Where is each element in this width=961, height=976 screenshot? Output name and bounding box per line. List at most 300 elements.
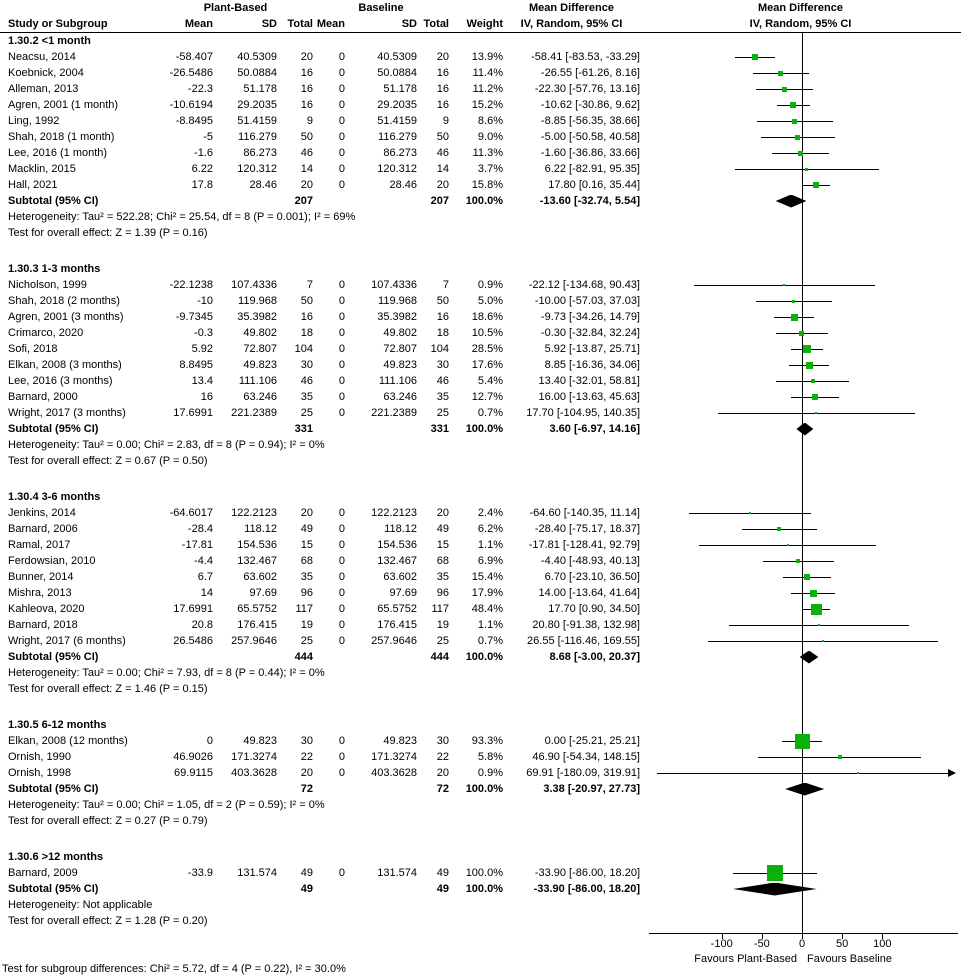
subtotal-diamond	[785, 783, 824, 796]
subtotal-weight: 100.0%	[465, 651, 503, 663]
baseline-total: 20	[436, 51, 449, 63]
baseline-mean: 0	[338, 571, 345, 583]
study-weight: 48.4%	[471, 603, 503, 615]
plot-cell	[640, 49, 961, 65]
effect-marker	[795, 135, 800, 140]
plant-mean: -64.6017	[169, 507, 213, 519]
baseline-mean: 0	[338, 587, 345, 599]
baseline-sd: 40.5309	[377, 51, 417, 63]
effect-marker	[790, 102, 796, 108]
baseline-sd: 51.4159	[377, 115, 417, 127]
study-weight: 2.4%	[477, 507, 503, 519]
study-row	[0, 601, 961, 617]
header-columns-row	[0, 16, 961, 32]
study-row	[0, 161, 961, 177]
study-ci-text: 16.00 [-13.63, 45.63]	[538, 391, 640, 403]
study-weight: 5.0%	[477, 295, 503, 307]
baseline-mean: 0	[338, 327, 345, 339]
baseline-mean: 0	[338, 359, 345, 371]
baseline-total: 50	[436, 131, 449, 143]
baseline-sd: 122.2123	[371, 507, 417, 519]
plot-cell	[640, 881, 961, 897]
baseline-sd: 86.273	[383, 147, 417, 159]
baseline-total: 30	[436, 359, 449, 371]
baseline-sd: 49.802	[383, 327, 417, 339]
plant-sd: 29.2035	[237, 99, 277, 111]
header-group-row	[0, 0, 961, 16]
study-weight: 100.0%	[465, 867, 503, 879]
study-row	[0, 277, 961, 293]
baseline-mean: 0	[338, 391, 345, 403]
plant-sd: 107.4336	[231, 279, 277, 291]
baseline-sd: 49.823	[383, 359, 417, 371]
plant-sd: 63.602	[243, 571, 277, 583]
subtotal-total: 444	[294, 651, 313, 663]
effect-marker	[812, 394, 818, 400]
plant-mean: -22.3	[187, 83, 213, 95]
study-label: Barnard, 2018	[8, 619, 78, 631]
baseline-sd: 107.4336	[371, 279, 417, 291]
plot-cell	[640, 81, 961, 97]
baseline-total: 20	[436, 767, 449, 779]
effect-marker	[838, 755, 842, 759]
plot-cell	[640, 633, 961, 649]
study-label: Nicholson, 1999	[8, 279, 87, 291]
plot-cell	[640, 325, 961, 341]
plant-mean: -33.9	[187, 867, 213, 879]
subtotal-weight: 100.0%	[465, 783, 503, 795]
note-row	[0, 913, 961, 929]
group-spacer	[0, 829, 961, 849]
subtotal-diamond	[800, 651, 819, 664]
study-row	[0, 521, 961, 537]
plant-total: 20	[300, 507, 313, 519]
group-title: 1.30.3 1-3 months	[8, 263, 101, 275]
plot-cell	[640, 65, 961, 81]
axis-line	[649, 933, 958, 934]
plant-sd: 171.3274	[231, 751, 277, 763]
study-row	[0, 765, 961, 781]
effect-marker	[752, 54, 758, 60]
plot-cell	[640, 585, 961, 601]
forest-rows	[0, 33, 961, 929]
study-ci-text: -9.73 [-34.26, 14.79]	[540, 311, 640, 323]
plant-total: 30	[300, 359, 313, 371]
plant-sd: 86.273	[243, 147, 277, 159]
study-label: Wright, 2017 (6 months)	[8, 635, 126, 647]
study-weight: 12.7%	[471, 391, 503, 403]
baseline-total: 68	[436, 555, 449, 567]
baseline-group-header: Baseline	[358, 2, 404, 14]
study-label: Agren, 2001 (1 month)	[8, 99, 119, 111]
plant-sd: 40.5309	[237, 51, 277, 63]
baseline-sd: 176.415	[377, 619, 417, 631]
study-row	[0, 617, 961, 633]
baseline-total: 30	[436, 735, 449, 747]
plot-cell	[640, 553, 961, 569]
note-text: Heterogeneity: Tau² = 522.28; Chi² = 25.54, df = 8 (P = 0.001); I² = 69%	[8, 211, 356, 223]
md-plot-title: Mean Difference	[758, 2, 843, 14]
study-label: Barnard, 2009	[8, 867, 78, 879]
study-label: Mishra, 2013	[8, 587, 72, 599]
study-weight: 0.7%	[477, 407, 503, 419]
study-row	[0, 389, 961, 405]
subtotal-row	[0, 881, 961, 897]
study-weight: 28.5%	[471, 343, 503, 355]
note-text: Heterogeneity: Tau² = 0.00; Chi² = 7.93, df = 8 (P = 0.44); I² = 0%	[8, 667, 325, 679]
plot-cell	[640, 569, 961, 585]
plant-mean: 6.7	[197, 571, 213, 583]
study-label: Hall, 2021	[8, 179, 58, 191]
baseline-total: 46	[436, 147, 449, 159]
baseline-sd: 63.602	[383, 571, 417, 583]
effect-marker	[778, 71, 783, 76]
study-label: Barnard, 2000	[8, 391, 78, 403]
study-weight: 1.1%	[477, 539, 503, 551]
study-label: Koebnick, 2004	[8, 67, 84, 79]
baseline-sd: 50.0884	[377, 67, 417, 79]
study-label: Macklin, 2015	[8, 163, 76, 175]
effect-marker	[799, 331, 804, 336]
plant-total: 7	[306, 279, 313, 291]
baseline-total: 20	[436, 179, 449, 191]
plant-sd: 111.106	[238, 375, 277, 387]
plant-sd: 97.69	[249, 587, 277, 599]
plant-mean: -17.81	[181, 539, 213, 551]
study-weight: 0.7%	[477, 635, 503, 647]
subtotal-weight: 100.0%	[465, 883, 503, 895]
subtotal-total: 331	[294, 423, 313, 435]
plot-cell	[640, 781, 961, 797]
group-title-row	[0, 717, 961, 733]
baseline-total: 25	[436, 635, 449, 647]
baseline-mean: 0	[338, 343, 345, 355]
subtotal-weight: 100.0%	[465, 423, 503, 435]
plot-cell	[640, 341, 961, 357]
note-text: Heterogeneity: Tau² = 0.00; Chi² = 1.05, df = 2 (P = 0.59); I² = 0%	[8, 799, 325, 811]
baseline-total: 20	[436, 507, 449, 519]
study-ci-text: 17.70 [0.90, 34.50]	[548, 603, 640, 615]
plot-cell	[640, 309, 961, 325]
baseline-mean: 0	[338, 67, 345, 79]
effect-marker	[803, 345, 811, 353]
effect-marker	[796, 559, 800, 563]
subtotal-row	[0, 193, 961, 209]
baseline-total: 22	[436, 751, 449, 763]
plant-total: 14	[300, 163, 313, 175]
plant-mean: 17.6991	[173, 603, 213, 615]
plot-cell	[640, 617, 961, 633]
study-weight: 17.9%	[471, 587, 503, 599]
plot-cell	[640, 749, 961, 765]
subtotal-diamond	[776, 195, 807, 208]
header-spacer	[449, 0, 503, 16]
subtotal-row	[0, 781, 961, 797]
study-ci-text: -22.12 [-134.68, 90.43]	[528, 279, 640, 291]
baseline-mean: 0	[338, 619, 345, 631]
subgroup-differences-note: Test for subgroup differences: Chi² = 5.72, df = 4 (P = 0.22), I² = 30.0%	[2, 963, 346, 975]
study-weight: 0.9%	[477, 279, 503, 291]
study-row	[0, 341, 961, 357]
plant-mean: -5	[203, 131, 213, 143]
effect-marker	[805, 168, 808, 171]
plant-mean: -0.3	[194, 327, 213, 339]
baseline-total: 16	[436, 67, 449, 79]
plot-cell	[640, 389, 961, 405]
study-row	[0, 553, 961, 569]
effect-marker	[792, 119, 797, 124]
baseline-sd: 120.312	[377, 163, 417, 175]
group-spacer	[0, 241, 961, 261]
baseline-sd: 97.69	[389, 587, 417, 599]
baseline-mean: 0	[338, 867, 345, 879]
plant-sd: 50.0884	[237, 67, 277, 79]
baseline-total: 9	[442, 115, 449, 127]
subtotal-label: Subtotal (95% CI)	[8, 651, 99, 663]
plant-sd: 154.536	[237, 539, 277, 551]
plant-sd: 65.5752	[237, 603, 277, 615]
study-weight: 93.3%	[471, 735, 503, 747]
plant-mean: 16	[200, 391, 213, 403]
plant-sd: 28.46	[249, 179, 277, 191]
study-weight: 11.2%	[472, 83, 503, 95]
group-title-row	[0, 33, 961, 49]
study-row	[0, 325, 961, 341]
subtotal-label: Subtotal (95% CI)	[8, 423, 99, 435]
plot-cell	[640, 601, 961, 617]
baseline-mean: 0	[338, 539, 345, 551]
plot-cell	[640, 765, 961, 781]
subtotal-ci-text: 3.60 [-6.97, 14.16]	[549, 423, 640, 435]
favours-right-label: Favours Baseline	[807, 953, 892, 965]
plant-sd: 49.823	[243, 735, 277, 747]
plot-cell	[640, 145, 961, 161]
plot-cell	[640, 649, 961, 665]
study-label: Shah, 2018 (2 months)	[8, 295, 120, 307]
baseline-total: 46	[436, 375, 449, 387]
baseline-mean: 0	[338, 555, 345, 567]
subtotal-ci-text: 3.38 [-20.97, 27.73]	[543, 783, 640, 795]
effect-marker	[857, 772, 859, 774]
study-ci-text: -22.30 [-57.76, 13.16]	[534, 83, 640, 95]
study-row	[0, 749, 961, 765]
study-weight: 6.9%	[477, 555, 503, 567]
study-ci-text: 20.80 [-91.38, 132.98]	[532, 619, 640, 631]
baseline-sd: 116.279	[378, 131, 417, 143]
study-label: Sofi, 2018	[8, 343, 58, 355]
subtotal-baseline-total: 331	[430, 423, 449, 435]
group-title-row	[0, 489, 961, 505]
plant-total: 16	[300, 311, 313, 323]
effect-marker	[798, 151, 803, 156]
plant-total: 25	[300, 407, 313, 419]
note-row	[0, 665, 961, 681]
study-ci-text: 26.55 [-116.46, 169.55]	[527, 635, 640, 647]
plant-total: 22	[300, 751, 313, 763]
baseline-sd: 63.246	[383, 391, 417, 403]
plant-sd: 257.9646	[231, 635, 277, 647]
plant-mean: 69.9115	[174, 767, 213, 779]
baseline-sd-header: SD	[401, 18, 417, 30]
study-ci-text: 8.85 [-16.36, 34.06]	[544, 359, 640, 371]
effect-marker	[810, 590, 817, 597]
study-label: Wright, 2017 (3 months)	[8, 407, 126, 419]
subtotal-row	[0, 421, 961, 437]
study-column-header: Study or Subgroup	[8, 18, 108, 30]
plant-mean: 20.8	[191, 619, 213, 631]
study-row	[0, 633, 961, 649]
baseline-total: 16	[436, 83, 449, 95]
plant-total: 20	[300, 767, 313, 779]
effect-marker	[822, 640, 824, 642]
md-plot-subtitle: IV, Random, 95% CI	[749, 18, 852, 30]
baseline-mean: 0	[338, 767, 345, 779]
plant-total: 18	[300, 327, 313, 339]
baseline-sd: 171.3274	[371, 751, 417, 763]
table-header	[0, 0, 961, 33]
plot-cell	[640, 537, 961, 553]
baseline-mean: 0	[338, 99, 345, 111]
group-spacer	[0, 697, 961, 717]
baseline-mean: 0	[338, 83, 345, 95]
baseline-sd: 111.106	[378, 375, 417, 387]
study-row	[0, 293, 961, 309]
baseline-sd: 49.823	[383, 735, 417, 747]
study-weight: 5.4%	[477, 375, 503, 387]
baseline-mean: 0	[338, 51, 345, 63]
arrow-right-icon	[948, 769, 956, 777]
baseline-sd: 131.574	[377, 867, 417, 879]
plot-cell	[640, 277, 961, 293]
effect-marker	[795, 734, 810, 749]
effect-marker	[806, 362, 813, 369]
study-weight: 9.0%	[477, 131, 503, 143]
plant-total: 96	[300, 587, 313, 599]
baseline-total: 49	[436, 867, 449, 879]
study-weight: 1.1%	[477, 619, 503, 631]
study-label: Agren, 2001 (3 months)	[8, 311, 124, 323]
effect-marker	[792, 300, 795, 303]
note-row	[0, 453, 961, 469]
plot-cell	[640, 177, 961, 193]
effect-marker	[811, 379, 815, 383]
plant-total: 15	[300, 539, 313, 551]
plant-sd: 63.246	[243, 391, 277, 403]
plot-cell	[640, 113, 961, 129]
study-ci-text: 46.90 [-54.34, 148.15]	[532, 751, 640, 763]
plant-total: 35	[300, 571, 313, 583]
plant-mean: 26.5486	[173, 635, 213, 647]
plant-based-group-header: Plant-Based	[203, 2, 268, 14]
note-text: Heterogeneity: Not applicable	[8, 899, 153, 911]
note-row	[0, 437, 961, 453]
weight-column-header: Weight	[466, 18, 503, 30]
md-column-title: Mean Difference	[529, 2, 614, 14]
effect-marker	[777, 527, 781, 531]
study-ci-text: -64.60 [-140.35, 11.14]	[529, 507, 640, 519]
plant-sd: 120.312	[237, 163, 277, 175]
plot-cell	[640, 357, 961, 373]
baseline-mean: 0	[338, 115, 345, 127]
plant-sd: 51.178	[243, 83, 277, 95]
baseline-total: 14	[436, 163, 449, 175]
study-weight: 5.8%	[477, 751, 503, 763]
study-label: Ling, 1992	[8, 115, 60, 127]
baseline-total: 18	[436, 327, 449, 339]
baseline-total-header: Total	[423, 18, 449, 30]
baseline-sd: 118.12	[384, 523, 417, 535]
baseline-mean: 0	[338, 311, 345, 323]
baseline-mean-header: Mean	[316, 18, 345, 30]
study-ci-text: 5.92 [-13.87, 25.71]	[544, 343, 640, 355]
plant-mean: 0	[206, 735, 213, 747]
study-ci-text: 0.00 [-25.21, 25.21]	[544, 735, 640, 747]
plant-mean-header: Mean	[184, 18, 213, 30]
plant-mean: -1.6	[194, 147, 213, 159]
plant-total-header: Total	[287, 18, 313, 30]
axis-tick-label: 0	[798, 938, 806, 950]
baseline-total: 50	[436, 295, 449, 307]
study-ci-text: 6.22 [-82.91, 95.35]	[544, 163, 640, 175]
study-ci-text: 14.00 [-13.64, 41.64]	[538, 587, 640, 599]
plant-mean: 13.4	[191, 375, 213, 387]
axis-tick-label: 50	[836, 938, 849, 950]
plant-sd: 35.3982	[237, 311, 277, 323]
note-text: Test for overall effect: Z = 1.28 (P = 0.20)	[8, 915, 208, 927]
plant-total: 19	[300, 619, 313, 631]
study-label: Crimarco, 2020	[8, 327, 84, 339]
baseline-total: 96	[436, 587, 449, 599]
plant-total: 49	[300, 867, 313, 879]
plant-total: 16	[300, 83, 313, 95]
plant-sd: 51.4159	[237, 115, 277, 127]
study-ci-text: -28.40 [-75.17, 18.37]	[534, 523, 640, 535]
plant-total: 46	[300, 147, 313, 159]
study-weight: 3.7%	[477, 163, 503, 175]
baseline-total: 16	[436, 311, 449, 323]
baseline-mean: 0	[338, 407, 345, 419]
study-ci-text: -1.60 [-36.86, 33.66]	[540, 147, 640, 159]
effect-marker	[749, 512, 751, 514]
study-weight: 6.2%	[477, 523, 503, 535]
baseline-total: 35	[436, 571, 449, 583]
subtotal-baseline-total: 207	[430, 195, 449, 207]
group-title: 1.30.5 6-12 months	[8, 719, 107, 731]
study-row	[0, 357, 961, 373]
baseline-sd: 29.2035	[377, 99, 417, 111]
header-spacer	[0, 0, 158, 16]
plot-cell	[640, 161, 961, 177]
plant-sd-header: SD	[261, 18, 277, 30]
baseline-total: 25	[436, 407, 449, 419]
baseline-mean: 0	[338, 603, 345, 615]
plant-total: 20	[300, 51, 313, 63]
baseline-sd: 403.3628	[371, 767, 417, 779]
study-label: Ornish, 1998	[8, 767, 71, 779]
subtotal-ci-text: -33.90 [-86.00, 18.20]	[533, 883, 640, 895]
plant-sd: 122.2123	[231, 507, 277, 519]
plant-sd: 72.807	[243, 343, 277, 355]
subtotal-label: Subtotal (95% CI)	[8, 195, 99, 207]
study-label: Lee, 2016 (3 months)	[8, 375, 113, 387]
plant-sd: 131.574	[237, 867, 277, 879]
study-row	[0, 65, 961, 81]
baseline-total: 49	[436, 523, 449, 535]
study-weight: 15.8%	[471, 179, 503, 191]
effect-marker	[811, 604, 822, 615]
note-row	[0, 897, 961, 913]
group-title: 1.30.4 3-6 months	[8, 491, 101, 503]
